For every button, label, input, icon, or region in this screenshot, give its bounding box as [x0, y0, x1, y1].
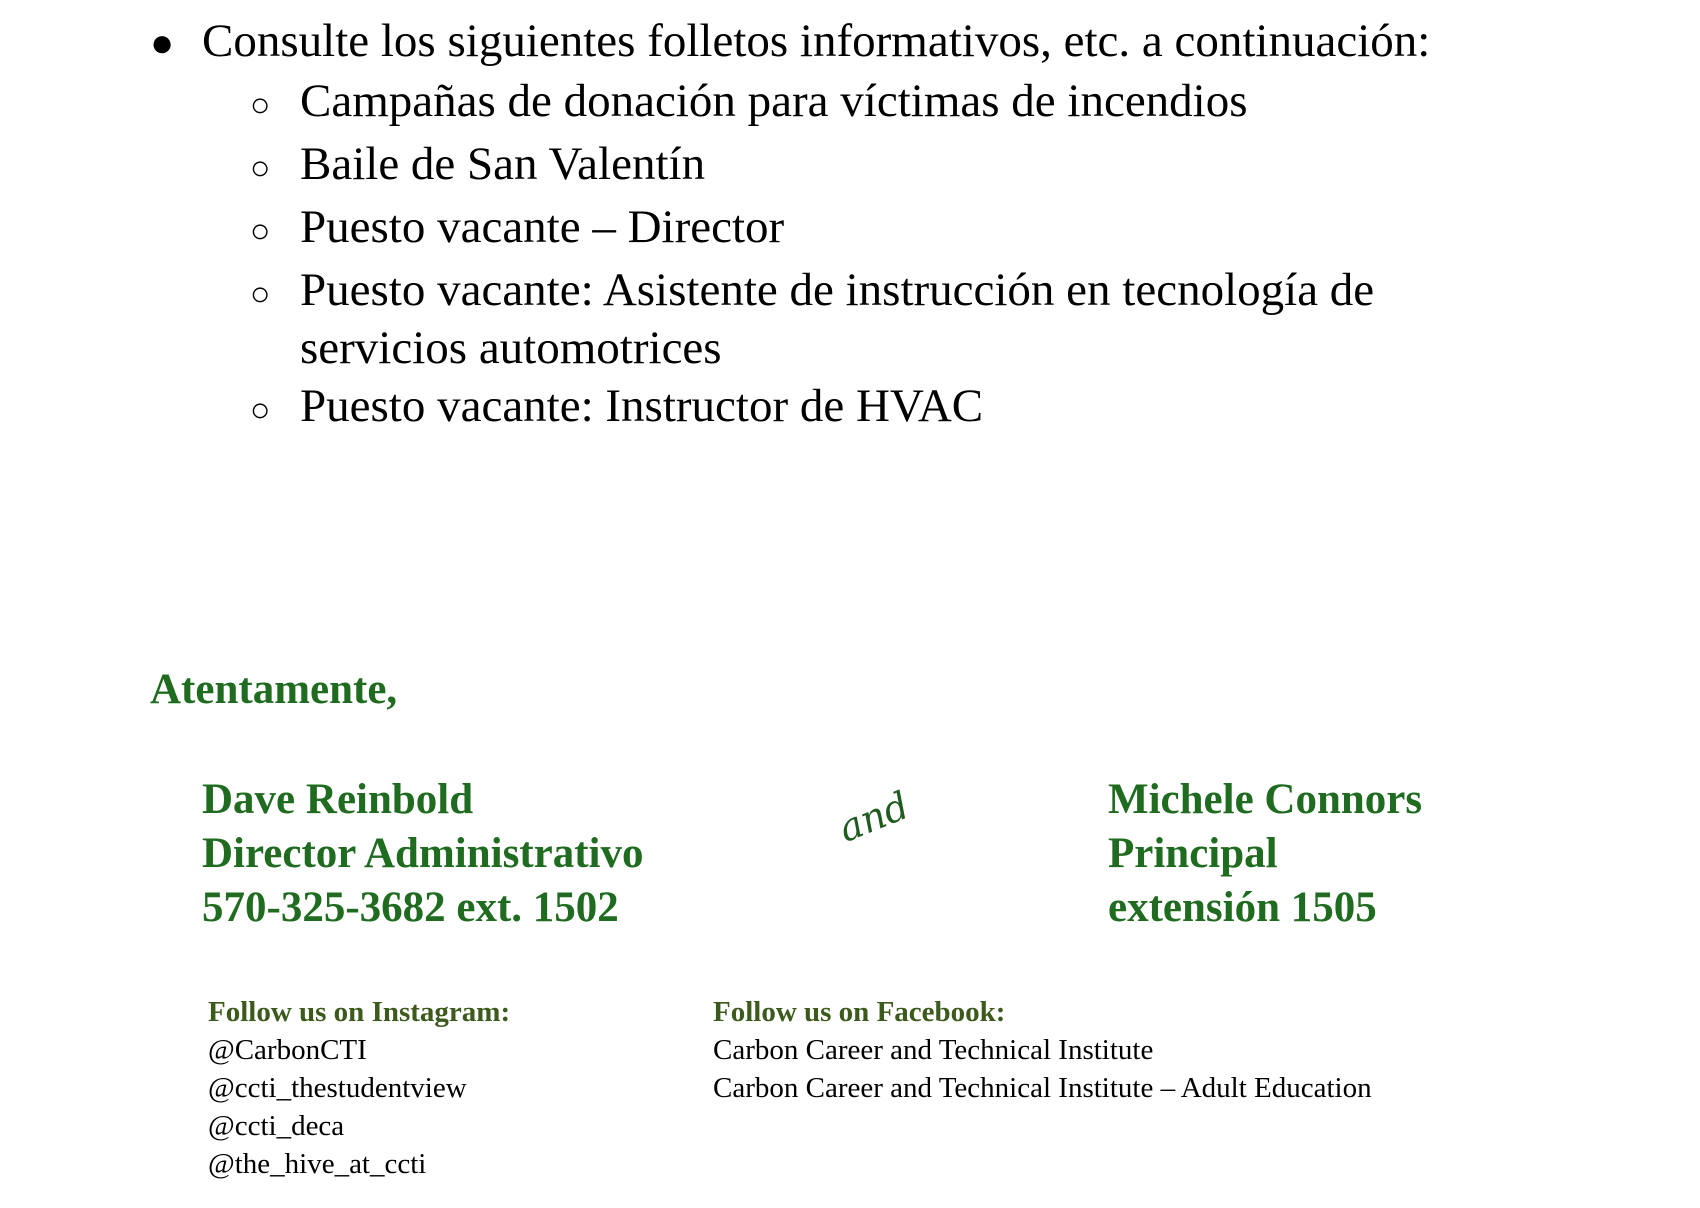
signer-name: Michele Connors	[1108, 776, 1423, 823]
list-item-text: Puesto vacante – Director	[300, 201, 785, 253]
signer-name: Dave Reinbold	[202, 776, 474, 823]
list-item-text: Puesto vacante: Asistente de instrucción en tecnología de servicios automotrices	[300, 264, 1375, 374]
bullet-circle-icon: ○	[250, 213, 271, 250]
brochure-list	[150, 12, 1650, 440]
instagram-handle: @CarbonCTI	[208, 1034, 367, 1066]
bullet-circle-icon: ○	[250, 392, 271, 429]
list-item-text: Puesto vacante: Instructor de HVAC	[300, 380, 984, 432]
bullet-circle-icon: ○	[250, 276, 271, 313]
facebook-heading: Follow us on Facebook:	[713, 996, 1006, 1028]
signature-left	[202, 773, 644, 935]
instagram-handle: @ccti_deca	[208, 1110, 345, 1142]
list-item-text: Campañas de donación para víctimas de incendios	[300, 75, 1248, 127]
bullet-dot-icon: ●	[150, 20, 175, 65]
instagram-section	[208, 993, 510, 1183]
signature-right	[1108, 773, 1422, 935]
list-item	[250, 377, 1650, 440]
signer-phone: 570-325-3682 ext. 1502	[202, 884, 619, 931]
list-item	[250, 72, 1650, 135]
signer-title: Director Administrativo	[202, 830, 644, 877]
instagram-handle: @ccti_thestudentview	[208, 1072, 467, 1104]
facebook-page: Carbon Career and Technical Institute – Adult Education	[713, 1072, 1372, 1104]
and-connector: and	[832, 783, 916, 851]
facebook-section	[713, 993, 1372, 1107]
sub-bullet-list	[150, 72, 1650, 440]
list-item	[250, 198, 1650, 261]
facebook-page: Carbon Career and Technical Institute	[713, 1034, 1154, 1066]
signer-title: Principal	[1108, 830, 1278, 877]
bullet-circle-icon: ○	[250, 87, 271, 124]
main-bullet	[150, 12, 1650, 72]
bullet-circle-icon: ○	[250, 150, 271, 187]
closing-salutation: Atentamente,	[150, 666, 398, 713]
instagram-handle: @the_hive_at_ccti	[208, 1148, 427, 1180]
list-item	[250, 135, 1650, 198]
main-bullet-text: Consulte los siguientes folletos informativos, etc. a continuación:	[202, 15, 1431, 67]
list-item	[250, 261, 1650, 377]
instagram-heading: Follow us on Instagram:	[208, 996, 511, 1028]
signer-phone: extensión 1505	[1108, 884, 1377, 931]
list-item-text: Baile de San Valentín	[300, 138, 706, 190]
